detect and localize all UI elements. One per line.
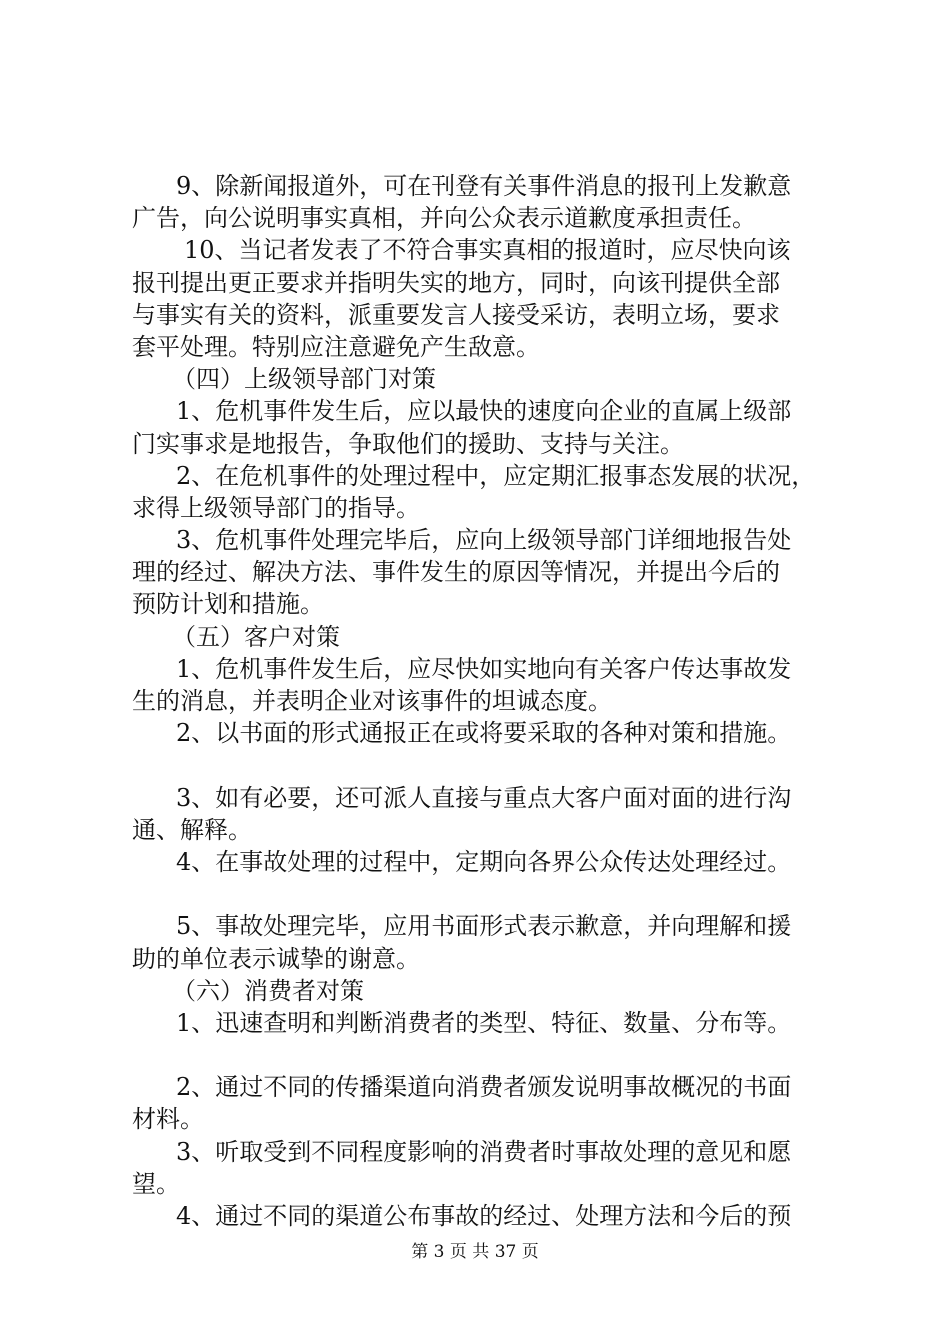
text-line: 门实事求是地报告，争取他们的援助、支持与关注。 [132, 429, 684, 458]
text-line: 求得上级领导部门的指导。 [132, 493, 420, 522]
text-line: 3、如有必要，还可派人直接与重点大客户面对面的进行沟 [176, 783, 792, 812]
text-line: 10、当记者发表了不符合事实真相的报道时，应尽快向该 [184, 236, 791, 265]
text-line: 预防计划和措施。 [132, 590, 324, 619]
text-line: 1、危机事件发生后，应尽快如实地向有关客户传达事故发 [176, 654, 792, 683]
text-line: 材料。 [132, 1105, 204, 1134]
text-line: 2、以书面的形式通报正在或将要采取的各种对策和措施。 [176, 719, 792, 748]
text-line: 通、解释。 [132, 815, 252, 844]
text-line: 套平处理。特别应注意避免产生敌意。 [132, 332, 540, 361]
section-heading: （六）消费者对策 [172, 976, 364, 1005]
text-line: 报刊提出更正要求并指明失实的地方，同时，向该刊提供全部 [132, 268, 780, 297]
section-heading: （五）客户对策 [172, 622, 340, 651]
text-line: 广告，向公说明事实真相，并向公众表示道歉度承担责任。 [132, 204, 756, 233]
blank-line [132, 1039, 832, 1071]
text-line: 1、危机事件发生后，应以最快的速度向企业的直属上级部 [176, 397, 792, 426]
text-line: 2、通过不同的传播渠道向消费者颁发说明事故概况的书面 [176, 1073, 792, 1102]
text-line: 望。 [132, 1169, 180, 1198]
text-line: 3、危机事件处理完毕后，应向上级领导部门详细地报告处 [176, 526, 792, 555]
text-line: 2、在危机事件的处理过程中，应定期汇报事态发展的状况， [176, 461, 816, 490]
text-line: 4、在事故处理的过程中，定期向各界公众传达处理经过。 [176, 847, 792, 876]
text-line: 与事实有关的资料，派重要发言人接受采访，表明立场，要求 [132, 300, 780, 329]
text-line: 1、迅速查明和判断消费者的类型、特征、数量、分布等。 [176, 1008, 792, 1037]
blank-line [132, 878, 832, 910]
text-line: 9、除新闻报道外，可在刊登有关事件消息的报刊上发歉意 [176, 172, 792, 200]
body-text [132, 170, 832, 1232]
page-number-footer: 第 3 页 共 37 页 [411, 1242, 539, 1262]
text-line: 生的消息，并表明企业对该事件的坦诚态度。 [132, 687, 612, 715]
text-line: 3、听取受到不同程度影响的消费者时事故处理的意见和愿 [176, 1137, 792, 1166]
text-line: 4、通过不同的渠道公布事故的经过、处理方法和今后的预 [176, 1202, 792, 1230]
section-heading: （四）上级领导部门对策 [172, 365, 436, 394]
text-line: 5、事故处理完毕，应用书面形式表示歉意，并向理解和援 [176, 912, 792, 941]
text-line: 助的单位表示诚挚的谢意。 [132, 944, 420, 973]
text-line: 理的经过、解决方法、事件发生的原因等情况，并提出今后的 [132, 558, 780, 587]
blank-line [132, 749, 832, 781]
